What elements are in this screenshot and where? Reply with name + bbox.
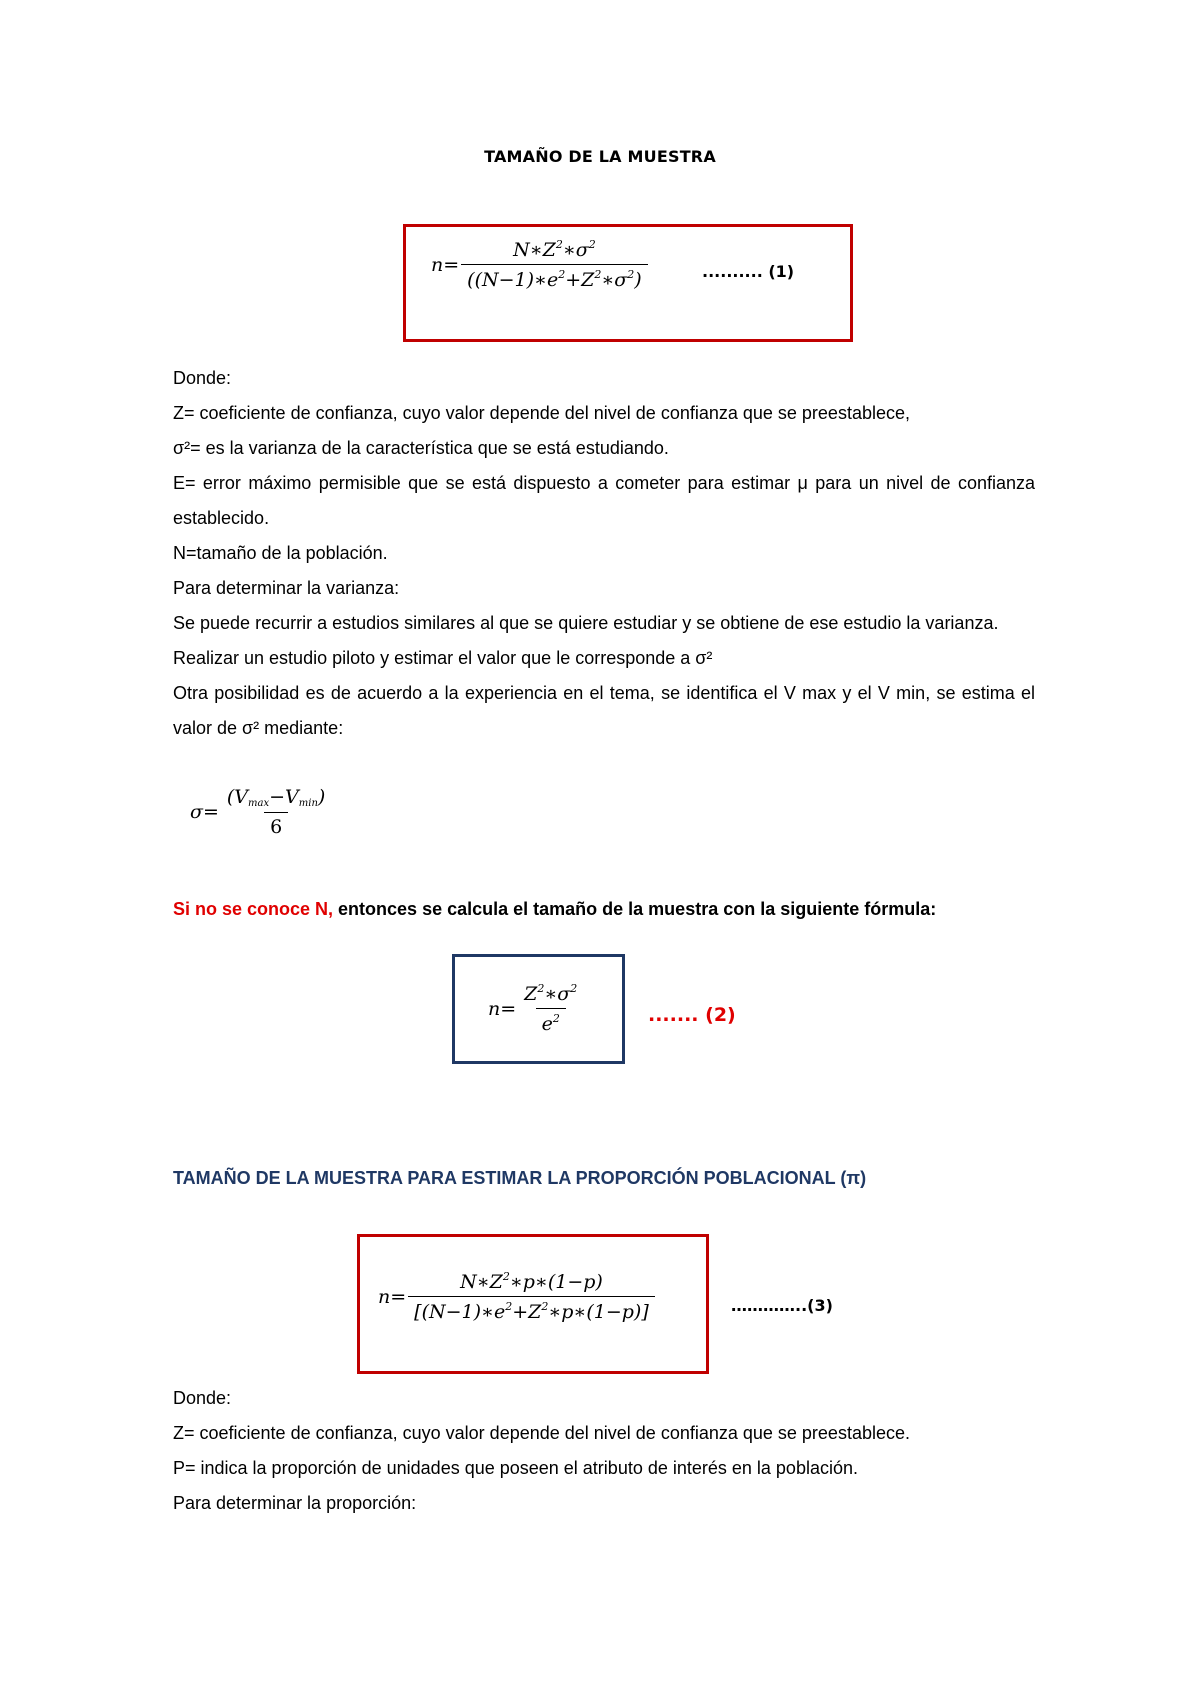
text-line: Realizar un estudio piloto y estimar el valor que le corresponde a σ²: [173, 648, 713, 668]
formula-1-lhs: n=: [431, 253, 460, 276]
formula-sigma-denominator: 6: [264, 812, 288, 838]
definitions-section-3: [173, 1381, 1035, 1521]
formula-1-denominator: $((N-1)∗e^2+Z^2∗\sigma^2)$: [461, 264, 647, 291]
unknown-n-heading-red: Si no se conoce N,: [173, 899, 334, 919]
text-line: Z= coeficiente de confianza, cuyo valor depende del nivel de confianza que se preestablece,: [173, 403, 910, 423]
definitions-section-1: [173, 361, 1035, 746]
text-line: Para determinar la varianza:: [173, 578, 400, 598]
formula-sigma-numerator: $(V_{max}-V_{min})$: [226, 786, 326, 809]
formula-3-fraction: [408, 1270, 655, 1323]
formula-sigma-lhs: σ=: [190, 801, 219, 823]
text-line: Otra posibilidad es de acuerdo a la experiencia en el tema, se identifica el V max y el V min, se estima el valor de σ² mediante:: [173, 683, 1035, 738]
proportion-heading: TAMAÑO DE LA MUESTRA PARA ESTIMAR LA PROPORCIÓN POBLACIONAL (π): [173, 1168, 867, 1188]
text-line: Donde:: [173, 1388, 232, 1408]
unknown-n-heading: [173, 899, 936, 920]
formula-1-numerator: $N∗Z^2∗\sigma^2$: [513, 238, 596, 261]
formula-2-denominator: $e^2$: [536, 1008, 566, 1035]
formula-3-reference: …………..(3): [731, 1296, 833, 1315]
page-title: TAMAÑO DE LA MUESTRA: [484, 147, 716, 166]
formula-2-reference: ....... (2): [648, 1004, 736, 1026]
formula-2: [488, 982, 583, 1035]
formula-2-fraction: [518, 982, 583, 1035]
formula-2-lhs: n=: [488, 997, 517, 1020]
formula-3-denominator: $[(N-1)∗e^2+Z^2∗p∗(1-p)]$: [408, 1296, 655, 1323]
text-line: Se puede recurrir a estudios similares al que se quiere estudiar y se obtiene de ese estudio la varianza.: [173, 613, 999, 633]
formula-3: [378, 1270, 655, 1323]
text-line: E= error máximo permisible que se está dispuesto a cometer para estimar μ para un nivel de confianza establecido.: [173, 473, 1035, 528]
formula-2-numerator: $Z^2∗\sigma^2$: [524, 982, 578, 1005]
unknown-n-heading-black: entonces se calcula el tamaño de la muestra con la siguiente fórmula:: [333, 899, 937, 919]
text-line: Z= coeficiente de confianza, cuyo valor depende del nivel de confianza que se preestablece.: [173, 1423, 910, 1443]
formula-3-lhs: n=: [378, 1285, 407, 1308]
text-line: N=tamaño de la población.: [173, 543, 388, 563]
formula-sigma-fraction: [221, 786, 331, 838]
formula-3-numerator: $N∗Z^2∗p∗(1-p)$: [460, 1270, 603, 1293]
text-line: σ²= es la varianza de la característica que se está estudiando.: [173, 438, 669, 458]
formula-1-fraction: [461, 238, 647, 291]
formula-sigma: [190, 786, 331, 838]
text-line: Para determinar la proporción:: [173, 1493, 417, 1513]
text-line: P= indica la proporción de unidades que poseen el atributo de interés en la población.: [173, 1458, 858, 1478]
formula-1-reference: .......... (1): [702, 262, 795, 281]
formula-1: [431, 238, 648, 291]
text-line: Donde:: [173, 368, 232, 388]
